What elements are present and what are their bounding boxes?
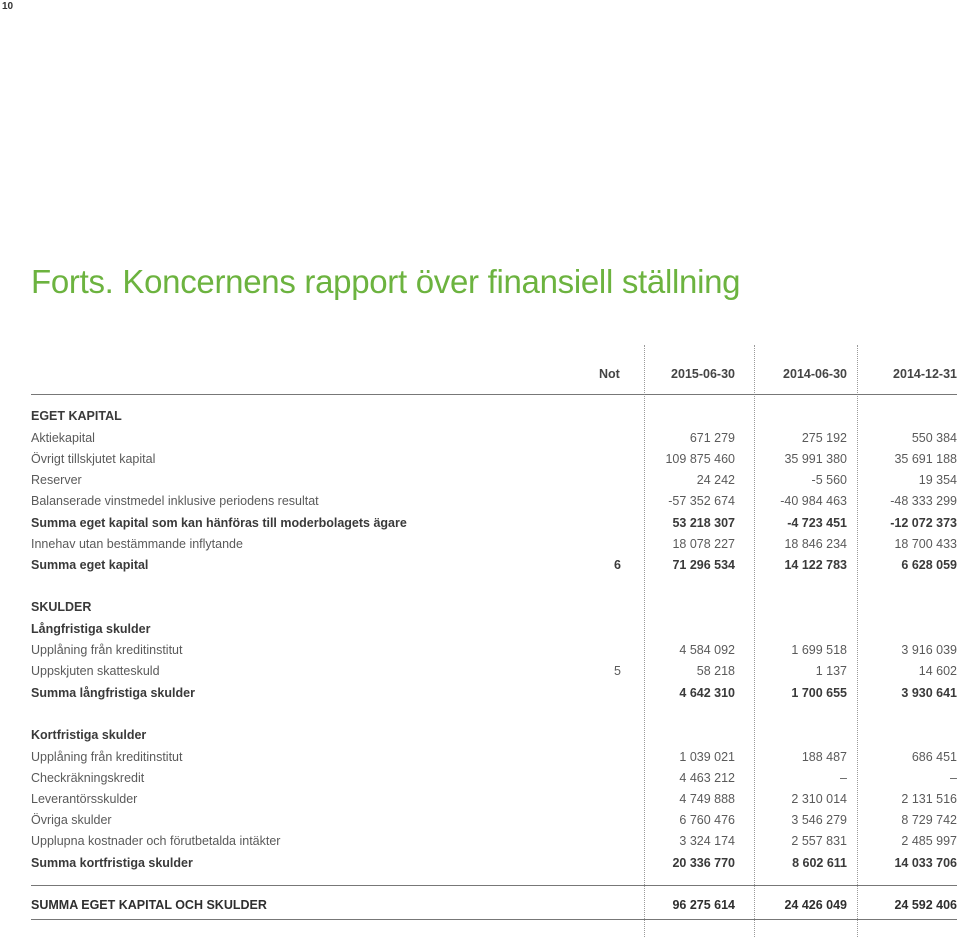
section-heading: Långfristiga skulder (31, 622, 151, 636)
row-value-2014-06-30: 1 699 518 (791, 643, 847, 657)
row-value-2015-06-30: 58 218 (696, 664, 735, 678)
row-label: Reserver (31, 473, 82, 487)
row-value-2014-12-31: 550 384 (911, 431, 957, 445)
row-value-2014-06-30: -40 984 463 (780, 494, 847, 508)
row-value-2014-12-31: 3 916 039 (901, 643, 957, 657)
column-divider (857, 345, 858, 937)
row-value-2015-06-30: 671 279 (689, 431, 735, 445)
section-heading: Kortfristiga skulder (31, 728, 147, 742)
row-label: Upplupna kostnader och förutbetalda intäkter (31, 834, 281, 848)
row-value-2015-06-30: 20 336 770 (672, 856, 735, 870)
row-label: Summa långfristiga skulder (31, 686, 195, 700)
column-divider (644, 345, 645, 937)
row-value-2014-06-30: 14 122 783 (784, 558, 847, 572)
row-label: SUMMA EGET KAPITAL OCH SKULDER (31, 898, 267, 912)
row-value-2014-12-31: 14 033 706 (894, 856, 957, 870)
row-value-2015-06-30: 24 242 (696, 473, 735, 487)
row-note: 6 (614, 558, 621, 572)
row-label: Leverantörsskulder (31, 792, 138, 806)
row-value-2014-06-30: 3 546 279 (791, 813, 847, 827)
row-value-2014-12-31: 2 485 997 (901, 834, 957, 848)
row-value-2014-12-31: -48 333 299 (890, 494, 957, 508)
row-value-2015-06-30: 4 584 092 (679, 643, 735, 657)
row-value-2014-12-31: 8 729 742 (901, 813, 957, 827)
row-value-2014-06-30: 1 700 655 (791, 686, 847, 700)
row-label: Innehav utan bestämmande inflytande (31, 537, 243, 551)
row-value-2015-06-30: 6 760 476 (679, 813, 735, 827)
row-label: Upplåning från kreditinstitut (31, 643, 183, 657)
row-label: Balanserade vinstmedel inklusive periodens resultat (31, 494, 319, 508)
row-label: Övrigt tillskjutet kapital (31, 452, 156, 466)
row-label: Summa eget kapital (31, 558, 149, 572)
row-value-2014-06-30: -5 560 (811, 473, 847, 487)
row-value-2014-06-30: 1 137 (815, 664, 847, 678)
bottom-rule (31, 919, 957, 920)
row-value-2015-06-30: 18 078 227 (672, 537, 735, 551)
row-value-2014-06-30: 2 557 831 (791, 834, 847, 848)
row-value-2015-06-30: 4 749 888 (679, 792, 735, 806)
row-value-2014-06-30: 35 991 380 (784, 452, 847, 466)
page-title: Forts. Koncernens rapport över finansiell ställning (31, 263, 741, 300)
row-value-2014-12-31: 19 354 (918, 473, 957, 487)
row-value-2015-06-30: 4 642 310 (679, 686, 735, 700)
row-label: Summa kortfristiga skulder (31, 856, 193, 870)
row-value-2014-12-31: 686 451 (911, 750, 957, 764)
row-value-2015-06-30: 4 463 212 (679, 771, 735, 785)
row-value-2014-06-30: 2 310 014 (791, 792, 847, 806)
row-value-2014-12-31: 18 700 433 (894, 537, 957, 551)
row-value-2014-12-31: 2 131 516 (901, 792, 957, 806)
header-col-2014-06-30: 2014-06-30 (783, 367, 847, 381)
row-value-2014-12-31: -12 072 373 (890, 516, 957, 530)
row-value-2015-06-30: 53 218 307 (672, 516, 735, 530)
row-label: Aktiekapital (31, 431, 95, 445)
column-divider (754, 345, 755, 937)
row-label: Upplåning från kreditinstitut (31, 750, 183, 764)
row-value-2015-06-30: -57 352 674 (668, 494, 735, 508)
row-note: 5 (614, 664, 621, 678)
row-value-2014-06-30: -4 723 451 (787, 516, 847, 530)
row-label: Uppskjuten skatteskuld (31, 664, 160, 678)
row-value-2015-06-30: 71 296 534 (672, 558, 735, 572)
row-value-2014-12-31: – (950, 771, 957, 785)
header-rule (31, 394, 957, 395)
row-value-2014-06-30: 24 426 049 (784, 898, 847, 912)
row-label: Summa eget kapital som kan hänföras till moderbolagets ägare (31, 516, 407, 530)
row-value-2014-12-31: 14 602 (918, 664, 957, 678)
row-value-2014-06-30: – (840, 771, 847, 785)
row-value-2015-06-30: 3 324 174 (679, 834, 735, 848)
row-value-2015-06-30: 96 275 614 (672, 898, 735, 912)
row-value-2014-06-30: 275 192 (801, 431, 847, 445)
header-col-2015-06-30: 2015-06-30 (671, 367, 735, 381)
row-value-2014-12-31: 6 628 059 (901, 558, 957, 572)
row-value-2015-06-30: 109 875 460 (665, 452, 735, 466)
header-col-2014-12-31: 2014-12-31 (893, 367, 957, 381)
row-value-2014-12-31: 35 691 188 (894, 452, 957, 466)
page-number: 10 (2, 1, 14, 12)
row-label: Övriga skulder (31, 813, 112, 827)
row-value-2014-06-30: 18 846 234 (784, 537, 847, 551)
row-value-2014-12-31: 3 930 641 (901, 686, 957, 700)
section-heading: SKULDER (31, 600, 92, 614)
row-value-2014-06-30: 8 602 611 (792, 856, 847, 870)
row-value-2014-06-30: 188 487 (801, 750, 847, 764)
row-label: Checkräkningskredit (31, 771, 145, 785)
header-not: Not (599, 367, 620, 381)
row-value-2014-12-31: 24 592 406 (894, 898, 957, 912)
row-value-2015-06-30: 1 039 021 (679, 750, 735, 764)
total-rule (31, 885, 957, 886)
section-heading: EGET KAPITAL (31, 409, 122, 423)
